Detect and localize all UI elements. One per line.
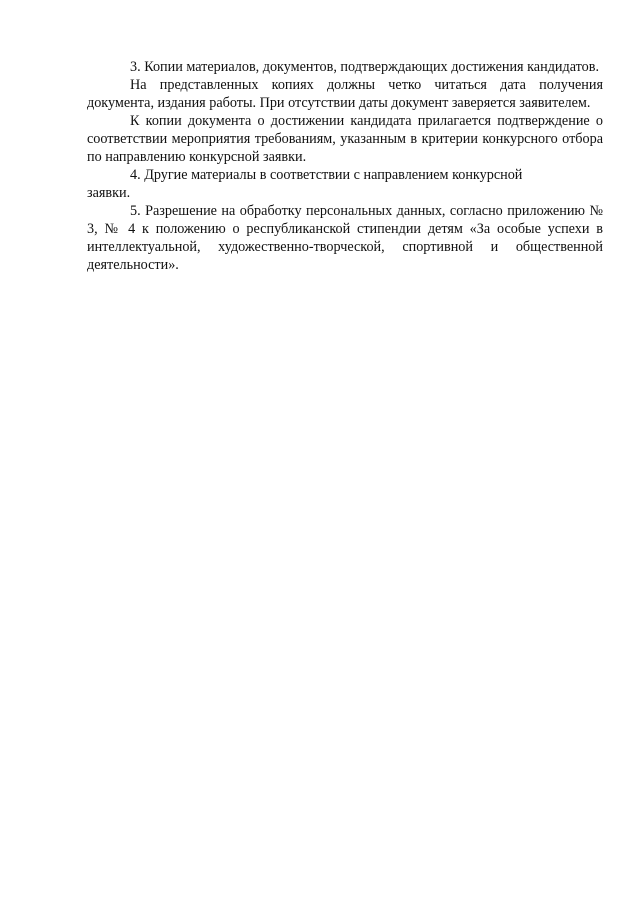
paragraph-item-4: 4. Другие материалы в соответствии с направлением конкурсной заявки. [87, 167, 523, 201]
paragraph-copies-requirements: На представленных копиях должны четко читаться дата получения документа, издания работы. При отсутствии даты документ заверяется заявителем. [87, 77, 603, 111]
paragraph-achievement-confirmation: К копии документа о достижении кандидата прилагается подтверждение о соответствии мероприятия требованиям, указанным в критерии конкурсного отбора по направлению конкурсной заявки. [87, 113, 603, 165]
paragraph-item-3: 3. Копии материалов, документов, подтверждающих достижения кандидатов. [130, 59, 600, 75]
paragraph-item-5: 5. Разрешение на обработку персональных данных, согласно приложению № 3, № 4 к положению о республиканской стипендии детям «За особые успехи в интеллектуальной, художественно-творческой, спортивной и общественной деятельности». [87, 203, 603, 273]
document-body [87, 58, 603, 274]
